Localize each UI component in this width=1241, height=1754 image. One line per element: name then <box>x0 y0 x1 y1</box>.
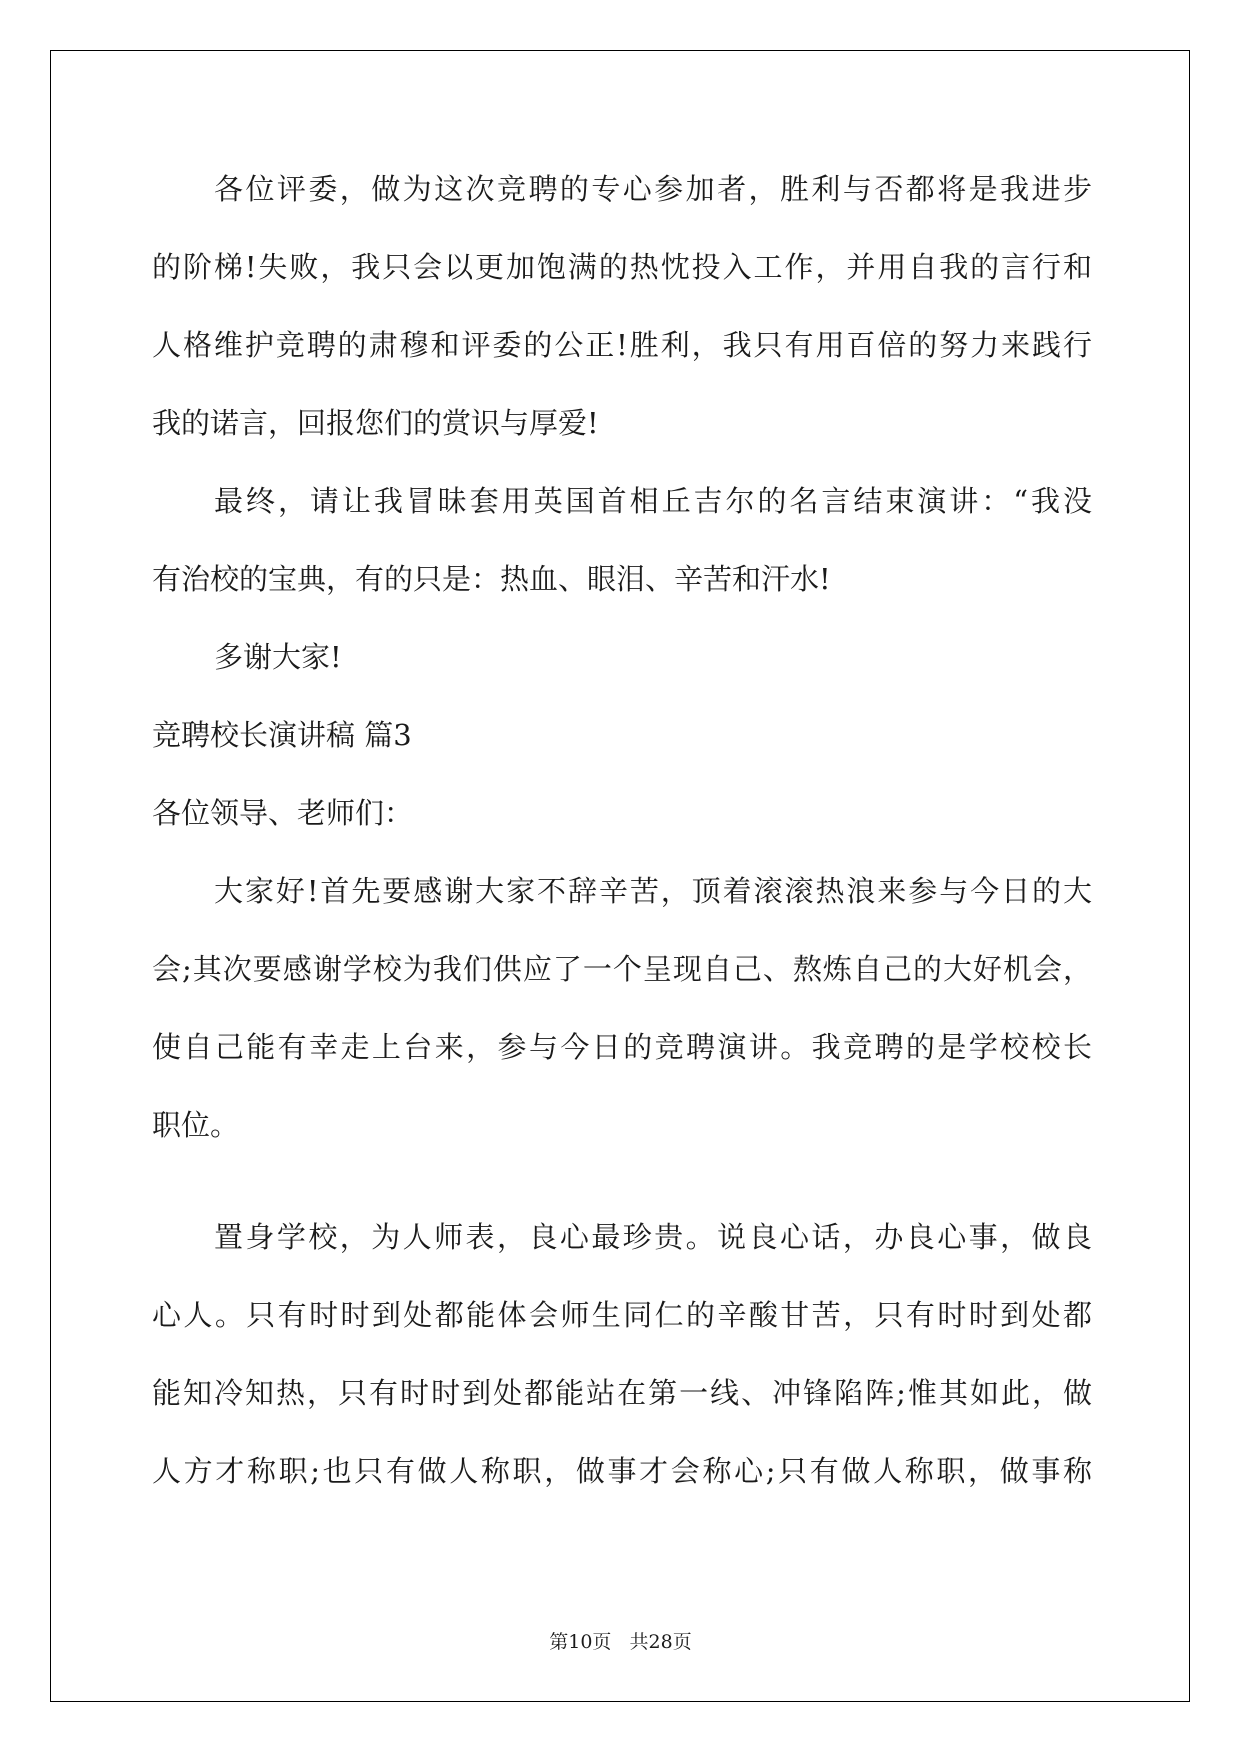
document-body <box>152 150 1092 1510</box>
paragraph <box>152 150 1092 462</box>
text-line: 有治校的宝典，有的只是：热血、眼泪、辛苦和汗水! <box>152 562 831 596</box>
salutation: 各位领导、老师们： <box>152 796 414 830</box>
text-line: 的阶梯!失败，我只会以更加饱满的热忱投入工作，并用自我的言行和 <box>152 250 1092 284</box>
paragraph <box>152 618 1092 696</box>
text-line: 我的诺言，回报您们的赏识与厚爱! <box>152 406 599 440</box>
text-line: 多谢大家! <box>214 640 342 674</box>
text-line: 置身学校，为人师表，良心最珍贵。说良心话，办良心事，做良 <box>214 1220 1092 1254</box>
text-line: 各位评委，做为这次竞聘的专心参加者，胜利与否都将是我进步 <box>214 172 1092 206</box>
text-line: 职位。 <box>152 1108 240 1142</box>
paragraph <box>152 1198 1092 1510</box>
text-line: 能知冷知热，只有时时到处都能站在第一线、冲锋陷阵;惟其如此，做 <box>152 1376 1092 1410</box>
paragraph <box>152 852 1092 1164</box>
paragraph <box>152 462 1092 618</box>
text-line: 使自己能有幸走上台来，参与今日的竞聘演讲。我竞聘的是学校校长 <box>152 1030 1092 1064</box>
section-heading: 竞聘校长演讲稿 篇3 <box>152 718 412 752</box>
text-line: 心人。只有时时到处都能体会师生同仁的辛酸甘苦，只有时时到处都 <box>152 1298 1092 1332</box>
text-line: 大家好!首先要感谢大家不辞辛苦，顶着滚滚热浪来参与今日的大 <box>214 874 1092 908</box>
text-line: 人方才称职;也只有做人称职，做事才会称心;只有做人称职，做事称 <box>152 1454 1092 1488</box>
text-line: 最终，请让我冒昧套用英国首相丘吉尔的名言结束演讲：“我没 <box>214 484 1092 518</box>
text-line: 会;其次要感谢学校为我们供应了一个呈现自己、熬炼自己的大好机会， <box>152 952 1092 986</box>
paragraph-gap <box>152 1164 1092 1198</box>
text-line: 人格维护竞聘的肃穆和评委的公正!胜利，我只有用百倍的努力来践行 <box>152 328 1092 362</box>
page-number-footer: 第10页 共28页 <box>549 1631 692 1653</box>
